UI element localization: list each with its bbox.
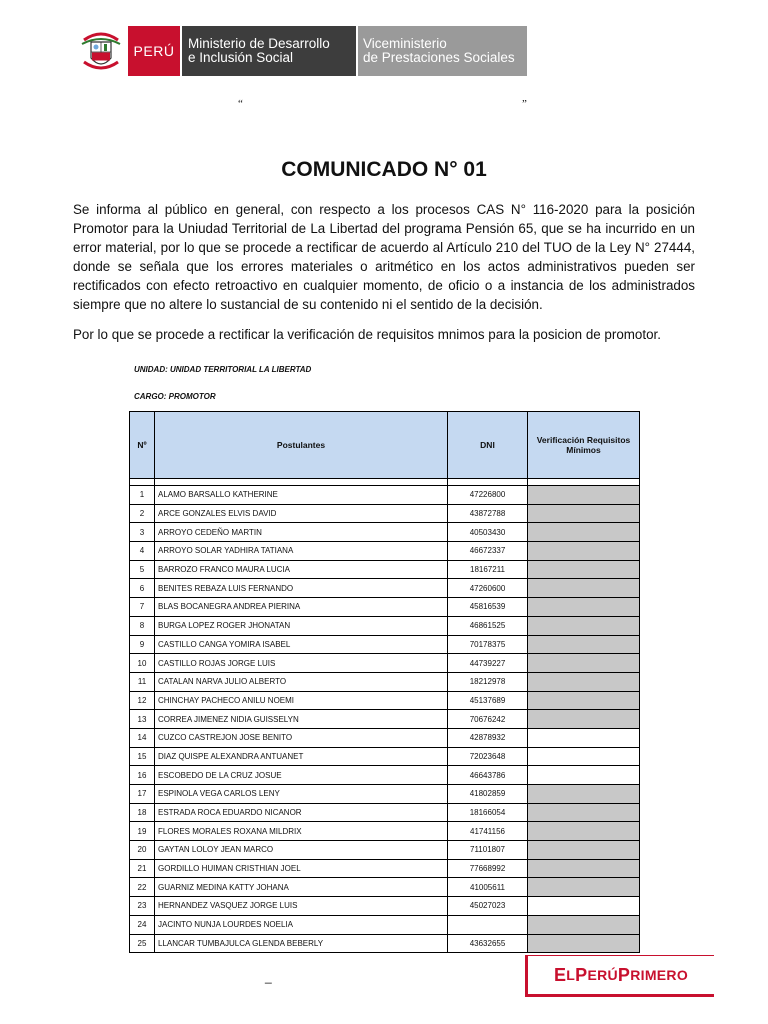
- verification-cell: [528, 841, 640, 860]
- row-number: 5: [130, 560, 155, 579]
- table-row: [130, 542, 640, 561]
- applicant-dni: 43632655: [448, 934, 528, 953]
- applicant-dni: 40503430: [448, 523, 528, 542]
- table-row: [130, 579, 640, 598]
- verification-cell: [528, 654, 640, 673]
- verification-cell: [528, 785, 640, 804]
- table-row: [130, 691, 640, 710]
- table-spacer-row: [130, 479, 640, 486]
- row-number: 1: [130, 486, 155, 505]
- row-number: 11: [130, 672, 155, 691]
- close-quote: ”: [522, 98, 527, 110]
- logo-letters-l: L: [566, 967, 576, 983]
- row-number: 21: [130, 859, 155, 878]
- applicant-dni: 41741156: [448, 822, 528, 841]
- table-row: [130, 728, 640, 747]
- bottom-dash: _: [265, 970, 272, 984]
- header-banner: [78, 26, 527, 76]
- table-row: [130, 878, 640, 897]
- verification-cell: [528, 897, 640, 916]
- applicant-dni: 45816539: [448, 598, 528, 617]
- applicant-name: HERNANDEZ VASQUEZ JORGE LUIS: [155, 897, 448, 916]
- applicant-name: CORREA JIMENEZ NIDIA GUISSELYN: [155, 710, 448, 729]
- applicant-name: ARROYO CEDEÑO MARTIN: [155, 523, 448, 542]
- coat-of-arms-icon: [78, 26, 124, 76]
- table-row: [130, 523, 640, 542]
- applicant-name: BURGA LOPEZ ROGER JHONATAN: [155, 616, 448, 635]
- applicant-dni: 43872788: [448, 504, 528, 523]
- table-row: [130, 897, 640, 916]
- row-number: 23: [130, 897, 155, 916]
- applicant-name: CHINCHAY PACHECO ANILU NOEMI: [155, 691, 448, 710]
- applicant-name: CASTILLO ROJAS JORGE LUIS: [155, 654, 448, 673]
- page-title: COMUNICADO N° 01: [281, 158, 487, 181]
- viceministry-brand-box: [358, 26, 527, 76]
- applicant-name: ESTRADA ROCA EDUARDO NICANOR: [155, 803, 448, 822]
- applicant-name: FLORES MORALES ROXANA MILDRIX: [155, 822, 448, 841]
- verification-cell: [528, 691, 640, 710]
- vice-line-2: de Prestaciones Sociales: [363, 50, 515, 65]
- table-row: [130, 822, 640, 841]
- verification-cell: [528, 934, 640, 953]
- row-number: 20: [130, 841, 155, 860]
- row-number: 13: [130, 710, 155, 729]
- applicant-name: LLANCAR TUMBAJULCA GLENDA BEBERLY: [155, 934, 448, 953]
- verification-cell: [528, 710, 640, 729]
- row-number: 24: [130, 915, 155, 934]
- verification-cell: [528, 859, 640, 878]
- applicant-dni: 47260600: [448, 579, 528, 598]
- row-number: 2: [130, 504, 155, 523]
- applicant-dni: 18212978: [448, 672, 528, 691]
- table-row: [130, 672, 640, 691]
- applicant-dni: 70676242: [448, 710, 528, 729]
- applicant-dni: 72023648: [448, 747, 528, 766]
- applicant-dni: 47226800: [448, 486, 528, 505]
- applicant-name: ARCE GONZALES ELVIS DAVID: [155, 504, 448, 523]
- applicant-dni: 46643786: [448, 766, 528, 785]
- applicant-dni: 71101807: [448, 841, 528, 860]
- table-row: [130, 710, 640, 729]
- table-row: [130, 560, 640, 579]
- table-body: [130, 479, 640, 953]
- row-number: 14: [130, 728, 155, 747]
- table-row: [130, 915, 640, 934]
- row-number: 7: [130, 598, 155, 617]
- verification-cell: [528, 803, 640, 822]
- applicant-dni: 46672337: [448, 542, 528, 561]
- verification-cell: [528, 486, 640, 505]
- peru-brand-box: [128, 26, 180, 76]
- table-row: [130, 747, 640, 766]
- intro-paragraph: Se informa al público en general, con respecto a los procesos CAS N° 116-2020 para la posición Promotor para la Uniudad Territorial de La Libertad del programa Pensión 65, que se ha incurrido en un error material, por lo que se procede a rectificar de acuerdo al Artículo 210 del TUO de la Ley N° 27444, donde se señala que los errores materiales o aritmético en los actos administrativos pueden ser rectificados con efecto retroactivo en cualquier momento, de oficio o a instancia de los administrados siempre que no altere lo sustancial de su contenido ni el sentido de la decisión.: [73, 202, 695, 312]
- applicant-name: DIAZ QUISPE ALEXANDRA ANTUANET: [155, 747, 448, 766]
- verification-cell: [528, 747, 640, 766]
- col-header-number: Nº: [130, 412, 155, 479]
- table-row: [130, 785, 640, 804]
- applicant-dni: 70178375: [448, 635, 528, 654]
- verification-cell: [528, 616, 640, 635]
- table-row: [130, 504, 640, 523]
- cargo-label: CARGO: PROMOTOR: [134, 392, 216, 401]
- applicant-name: BLAS BOCANEGRA ANDREA PIERINA: [155, 598, 448, 617]
- applicant-dni: 41802859: [448, 785, 528, 804]
- col-header-verification: Verificación Requisitos Mínimos: [528, 412, 640, 479]
- row-number: 9: [130, 635, 155, 654]
- applicant-name: CASTILLO CANGA YOMIRA ISABEL: [155, 635, 448, 654]
- applicant-dni: 18167211: [448, 560, 528, 579]
- applicant-dni: 46861525: [448, 616, 528, 635]
- table-row: [130, 635, 640, 654]
- applicant-dni: 77668992: [448, 859, 528, 878]
- applicant-dni: 42878932: [448, 728, 528, 747]
- applicant-dni: 18166054: [448, 803, 528, 822]
- verification-cell: [528, 542, 640, 561]
- row-number: 22: [130, 878, 155, 897]
- row-number: 25: [130, 934, 155, 953]
- row-number: 16: [130, 766, 155, 785]
- table-row: [130, 766, 640, 785]
- logo-letter-p2: P: [617, 964, 631, 985]
- logo-letters-rimero: RIMERO: [630, 967, 689, 983]
- logo-letter-p1: P: [575, 964, 588, 985]
- verification-cell: [528, 598, 640, 617]
- applicant-dni: 44739227: [448, 654, 528, 673]
- open-quote: “: [238, 98, 243, 110]
- table-header-row: [130, 412, 640, 479]
- row-number: 18: [130, 803, 155, 822]
- applicant-name: GUARNIZ MEDINA KATTY JOHANA: [155, 878, 448, 897]
- applicant-name: ESPINOLA VEGA CARLOS LENY: [155, 785, 448, 804]
- verification-cell: [528, 504, 640, 523]
- applicant-name: ESCOBEDO DE LA CRUZ JOSUE: [155, 766, 448, 785]
- table-row: [130, 841, 640, 860]
- verification-cell: [528, 579, 640, 598]
- country-label: PERÚ: [133, 43, 175, 59]
- verification-cell: [528, 635, 640, 654]
- row-number: 8: [130, 616, 155, 635]
- applicants-table: [129, 411, 640, 953]
- col-header-applicants: Postulantes: [155, 412, 448, 479]
- table-row: [130, 859, 640, 878]
- row-number: 10: [130, 654, 155, 673]
- verification-cell: [528, 672, 640, 691]
- applicant-dni: [448, 915, 528, 934]
- rectification-paragraph: Por lo que se procede a rectificar la verificación de requisitos mnimos para la posicion de promotor.: [73, 327, 661, 342]
- verification-cell: [528, 523, 640, 542]
- verification-cell: [528, 728, 640, 747]
- applicant-dni: 41005611: [448, 878, 528, 897]
- table-row: [130, 654, 640, 673]
- verification-cell: [528, 766, 640, 785]
- row-number: 19: [130, 822, 155, 841]
- applicant-name: GORDILLO HUIMAN CRISTHIAN JOEL: [155, 859, 448, 878]
- row-number: 3: [130, 523, 155, 542]
- table-row: [130, 803, 640, 822]
- table-row: [130, 486, 640, 505]
- verification-cell: [528, 915, 640, 934]
- verification-cell: [528, 560, 640, 579]
- spacer-cell: [448, 479, 528, 486]
- row-number: 15: [130, 747, 155, 766]
- verification-cell: [528, 878, 640, 897]
- applicant-name: BENITES REBAZA LUIS FERNANDO: [155, 579, 448, 598]
- applicant-name: ALAMO BARSALLO KATHERINE: [155, 486, 448, 505]
- spacer-cell: [528, 479, 640, 486]
- logo-letter-e: E: [553, 964, 567, 985]
- unit-label: UNIDAD: UNIDAD TERRITORIAL LA LIBERTAD: [134, 365, 312, 374]
- spacer-cell: [155, 479, 448, 486]
- ministry-line-1: Ministerio de Desarrollo: [188, 36, 330, 51]
- table-row: [130, 598, 640, 617]
- col-header-dni: DNI: [448, 412, 528, 479]
- table-row: [130, 616, 640, 635]
- row-number: 17: [130, 785, 155, 804]
- logo-letters-eru: ERÚ: [587, 967, 618, 983]
- applicant-name: JACINTO NUNJA LOURDES NOELIA: [155, 915, 448, 934]
- ministry-line-2: e Inclusión Social: [188, 50, 294, 65]
- applicant-dni: 45027023: [448, 897, 528, 916]
- vice-line-1: Viceministerio: [363, 36, 447, 51]
- row-number: 6: [130, 579, 155, 598]
- applicant-name: ARROYO SOLAR YADHIRA TATIANA: [155, 542, 448, 561]
- verification-cell: [528, 822, 640, 841]
- spacer-cell: [130, 479, 155, 486]
- applicant-name: BARROZO FRANCO MAURA LUCIA: [155, 560, 448, 579]
- applicant-name: CUZCO CASTREJON JOSE BENITO: [155, 728, 448, 747]
- table-row: [130, 934, 640, 953]
- applicant-name: CATALAN NARVA JULIO ALBERTO: [155, 672, 448, 691]
- el-peru-primero-logo: [525, 955, 714, 997]
- ministry-brand-box: [182, 26, 356, 76]
- applicant-dni: 45137689: [448, 691, 528, 710]
- row-number: 4: [130, 542, 155, 561]
- row-number: 12: [130, 691, 155, 710]
- applicant-name: GAYTAN LOLOY JEAN MARCO: [155, 841, 448, 860]
